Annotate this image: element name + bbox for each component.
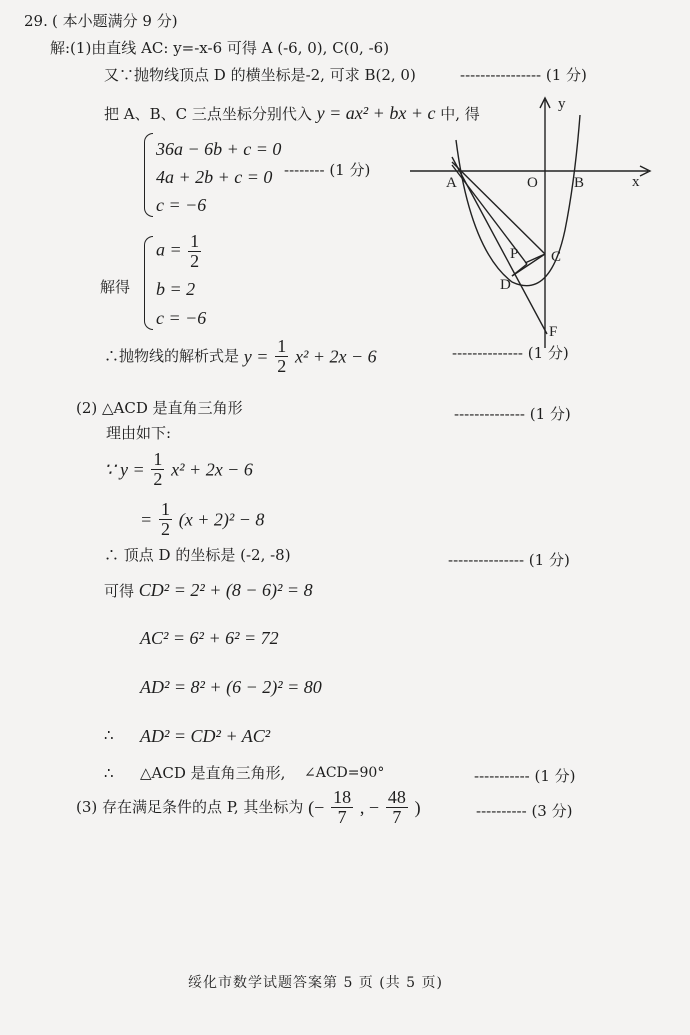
- cd-equation: CD² = 2² + (8 − 6)² = 8: [138, 580, 313, 600]
- part3-mid: , −: [359, 797, 380, 818]
- part3-x-num: 18: [333, 787, 352, 807]
- cd-prefix: 可得: [104, 582, 135, 600]
- system-eq-1: 36a − 6b + c = 0: [156, 139, 282, 159]
- therefore2-text: △ACD 是直角三角形,: [140, 764, 286, 782]
- eq1-den: 2: [153, 468, 163, 489]
- result-lhs: y =: [243, 346, 269, 367]
- system-score: -------- (1 分): [284, 161, 371, 179]
- solution-b: b = 2: [156, 279, 196, 299]
- therefore2-score: ----------- (1 分): [474, 767, 576, 785]
- part1-vertex-score: ---------------- (1 分): [460, 66, 587, 84]
- ac-equation: AC² = 6² + 6² = 72: [140, 628, 279, 648]
- solution-a-num: 1: [190, 231, 200, 251]
- part3-y-den: 7: [392, 806, 402, 827]
- eq2-lhs: =: [140, 509, 153, 530]
- part2-claim: (2) △ACD 是直角三角形: [76, 399, 243, 417]
- eq2-num: 1: [160, 499, 170, 519]
- part3-text: (3) 存在满足条件的点 P, 其坐标为: [76, 797, 304, 816]
- label-f: F: [549, 324, 558, 340]
- eq1-lhs: ∵ y =: [104, 459, 145, 480]
- substitute-tail: 中, 得: [440, 105, 480, 123]
- part3-close: ): [414, 797, 421, 818]
- result-rhs: x² + 2x − 6: [295, 346, 377, 367]
- label-b: B: [574, 175, 585, 191]
- solution-a-den: 2: [190, 250, 200, 271]
- eq2-rhs: (x + 2)² − 8: [178, 509, 265, 530]
- question-title: ( 本小题满分 9 分): [52, 12, 178, 30]
- line-dp: [512, 264, 527, 276]
- ad-equation: AD² = 8² + (6 − 2)² = 80: [140, 677, 322, 697]
- therefore2-symbol: ∴: [104, 764, 114, 782]
- solution-c: c = −6: [156, 308, 207, 328]
- system-eq-3: c = −6: [156, 195, 207, 215]
- solution-a-lhs: a =: [156, 239, 182, 260]
- question-number: 29.: [24, 12, 48, 30]
- label-d: D: [500, 277, 511, 293]
- label-y: y: [558, 96, 566, 112]
- therefore1-equation: AD² = CD² + AC²: [140, 726, 271, 746]
- result-num: 1: [277, 336, 287, 356]
- label-p: P: [510, 246, 519, 262]
- part3-x-den: 7: [337, 806, 347, 827]
- part3-y-num: 48: [387, 787, 406, 807]
- vertex-coord-score: --------------- (1 分): [448, 551, 570, 569]
- part3-open: (−: [308, 797, 325, 818]
- eq2-den: 2: [160, 518, 170, 539]
- result-score: -------------- (1 分): [452, 344, 569, 362]
- part1-vertex-line: 又∵抛物线顶点 D 的横坐标是-2, 可求 B(2, 0): [104, 66, 416, 84]
- label-o: O: [527, 175, 538, 191]
- substitute-label: 把 A、B、C 三点坐标分别代入: [104, 105, 312, 123]
- label-x: x: [632, 174, 640, 190]
- eq1-num: 1: [153, 449, 163, 469]
- label-a: A: [446, 175, 457, 191]
- system-eq-2: 4a + 2b + c = 0: [156, 167, 273, 187]
- therefore1-symbol: ∴: [104, 726, 114, 744]
- result-den: 2: [277, 355, 287, 376]
- angle-acd: ∠ACD=90°: [304, 765, 385, 781]
- label-c: C: [551, 249, 562, 265]
- eq1-rhs: x² + 2x − 6: [171, 459, 253, 480]
- result-label: ∴抛物线的解析式是: [104, 346, 240, 365]
- substitute-equation: y = ax² + bx + c: [316, 103, 436, 123]
- vertex-coord: ∴ 顶点 D 的坐标是 (-2, -8): [104, 546, 291, 564]
- part2-reason: 理由如下:: [106, 424, 172, 442]
- part1-intro: 解:(1)由直线 AC: y=-x-6 可得 A (-6, 0), C(0, -6): [50, 39, 390, 57]
- part3-score: ---------- (3 分): [476, 802, 573, 820]
- part2-claim-score: -------------- (1 分): [454, 405, 571, 423]
- solve-label: 解得: [100, 278, 131, 296]
- page-footer: 绥化市数学试题答案第 5 页 (共 5 页): [188, 975, 443, 991]
